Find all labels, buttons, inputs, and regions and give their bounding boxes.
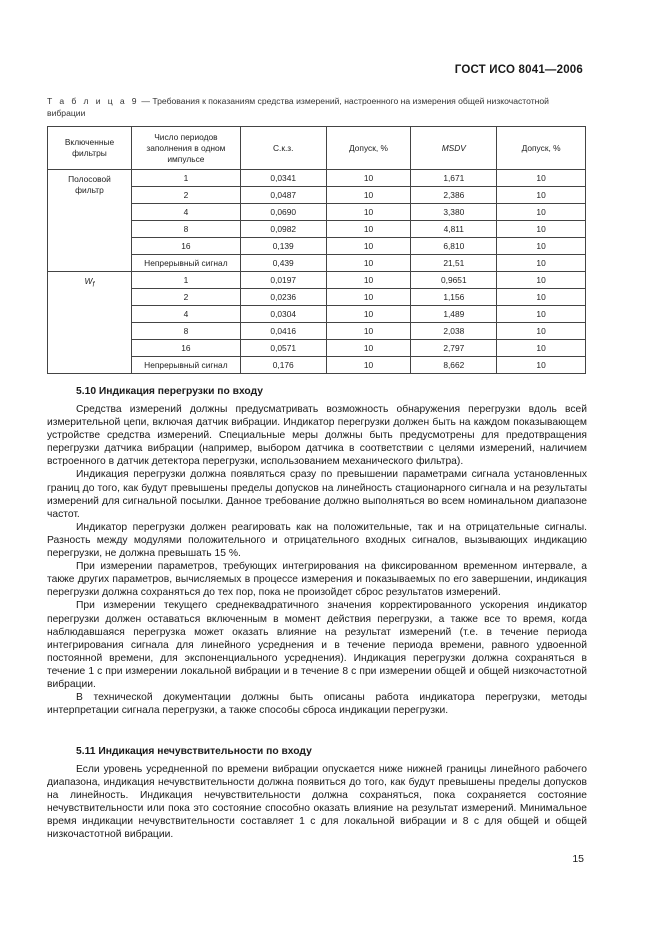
cell-msdv: 6,810 [411, 238, 497, 255]
cell-tolerance: 10 [497, 272, 586, 289]
cell-rms: 0,0341 [240, 170, 326, 187]
cell-tolerance: 10 [497, 255, 586, 272]
msdv-label: MSDV [441, 142, 466, 153]
cell-rms: 0,139 [240, 238, 326, 255]
cell-msdv: 3,380 [411, 204, 497, 221]
cell-tolerance: 10 [497, 204, 586, 221]
cell-tolerance: 10 [497, 357, 586, 374]
cell-tolerance: 10 [497, 170, 586, 187]
cell-msdv: 2,797 [411, 340, 497, 357]
cell-tolerance: 10 [326, 255, 411, 272]
cell-tolerance: 10 [326, 170, 411, 187]
table-row [48, 272, 586, 289]
table-caption-label: Т а б л и ц а 9 [47, 96, 139, 106]
cell-periods: 4 [131, 204, 240, 221]
section-title: 5.10 Индикация перегрузки по входу [76, 386, 263, 397]
cell-tolerance: 10 [326, 340, 411, 357]
table-header-row [48, 127, 586, 170]
cell-msdv: 1,156 [411, 289, 497, 306]
cell-tolerance: 10 [497, 306, 586, 323]
cell-periods: 1 [131, 170, 240, 187]
cell-msdv: 0,9651 [411, 272, 497, 289]
paragraph: При измерении параметров, требующих интегрирования на фиксированном временном интервале, а также других параметров, вычисляемых в процессе измерения и показываемых по его завершении, индикация перегрузки должна сохраняться до тех пор, пока не произойдет сброс результатов измерений. [47, 561, 587, 599]
cell-msdv: 1,671 [411, 170, 497, 187]
cell-periods: 8 [131, 323, 240, 340]
cell-periods: Непрерывный сигнал [131, 255, 240, 272]
cell-tolerance: 10 [326, 306, 411, 323]
cell-rms: 0,176 [240, 357, 326, 374]
paragraph: Индикатор перегрузки должен реагировать как на положительные, так и на отрицательные сигналы. Разность между модулями положительного и отрицательного входных сигналов, вызывающих индикацию перегрузки, не должна превышать 15 %. [47, 521, 587, 560]
cell-periods: 2 [131, 289, 240, 306]
cell-tolerance: 10 [326, 221, 411, 238]
page-number: 15 [572, 853, 584, 865]
cell-tolerance: 10 [497, 323, 586, 340]
cell-tolerance: 10 [497, 340, 586, 357]
cell-tolerance: 10 [326, 323, 411, 340]
cell-tolerance: 10 [497, 187, 586, 204]
cell-tolerance: 10 [326, 238, 411, 255]
cell-rms: 0,0304 [240, 306, 326, 323]
paragraph: При измерении текущего среднеквадратичного значения корректированного ускорения индикатор перегрузки должен оставаться включенным в момент действия перегрузки, а также все то время, когда наблюдавшаяся перегрузка может оказать влияние на результат измерений (т.е. в течение периода интегрирования сигнала для линейного усреднения и в течение периода времени, равного удвоенной постоянной времени, для экспоненциального усреднения). Индикация перегрузки должна сохраняться в течение 1 с при измерении локальной вибрации и в течение 8 с при измерении общей и общей низкочастотной вибрации. [47, 600, 587, 690]
cell-tolerance: 10 [326, 187, 411, 204]
cell-msdv: 1,489 [411, 306, 497, 323]
paragraph: Если уровень усредненной по времени вибрации опускается ниже нижней границы линейного рабочего диапазона, индикация нечувствительности должна появиться до того, как будут превышены пределы допусков на линейность. Индикация нечувствительности должна сохраняться, пока сохраняется состояние нечувствительности или пока это состояние способно оказать влияние на результат измерений. Минимальное время индикации нечувствительности составляет 1 с для локальной вибрации и 8 с для общей и общей низкочастотной вибрации. [47, 764, 587, 841]
cell-rms: 0,0236 [240, 289, 326, 306]
table-row [48, 170, 586, 187]
cell-tolerance: 10 [326, 204, 411, 221]
cell-rms: 0,0197 [240, 272, 326, 289]
cell-periods: 4 [131, 306, 240, 323]
filter-cell-bandpass: Полосовой фильтр [48, 170, 132, 272]
paragraph: Индикация перегрузки должна появляться сразу по превышении параметрами сигнала установленных границ до того, как будут превышены пределы допусков на линейность стационарного сигнала и на результаты измерений для сигнальной посылки. Данное требование должно выполняться во всем номинальном диапазоне частот. [47, 469, 587, 520]
paragraph: В технической документации должны быть описаны работа индикатора перегрузки, методы интерпретации сигнала перегрузки, а также способы сброса индикации перегрузки. [47, 692, 587, 717]
cell-tolerance: 10 [497, 238, 586, 255]
cell-rms: 0,0416 [240, 323, 326, 340]
standard-header: ГОСТ ИСО 8041—2006 [454, 64, 583, 76]
cell-rms: 0,0571 [240, 340, 326, 357]
cell-tolerance: 10 [497, 289, 586, 306]
col-header-periods: Число периодов заполнения в одном импульсе [131, 127, 240, 170]
table-caption-text: — Требования к показаниям средства измерений, настроенного на измерения общей низкочастотной вибрации [47, 96, 549, 118]
cell-msdv: 4,811 [411, 221, 497, 238]
cell-periods: 1 [131, 272, 240, 289]
cell-rms: 0,0690 [240, 204, 326, 221]
col-header-filters: Включенные фильтры [48, 127, 132, 170]
cell-periods: 2 [131, 187, 240, 204]
col-header-rms: С.к.з. [240, 127, 326, 170]
col-header-tolerance-1: Допуск, % [326, 127, 411, 170]
section-5-10 [47, 385, 587, 717]
cell-periods: 8 [131, 221, 240, 238]
paragraph: Средства измерений должны предусматривать возможность обнаружения перегрузки вдоль всей измерительной цепи, включая датчик вибрации. Индикатор перегрузки должен быть на каждом показывающем устройстве средства измерений. Специальные меры должны быть предусмотрены для предотвращения перегрузки датчика вибрации (например, выбором датчика в соответствии с целями измерений, наличием встроенного в датчик детектора перегрузки, использованием механического фильтра). [47, 404, 587, 468]
cell-tolerance: 10 [326, 272, 411, 289]
filter-cell-wf [48, 272, 132, 374]
cell-periods: Непрерывный сигнал [131, 357, 240, 374]
cell-rms: 0,439 [240, 255, 326, 272]
cell-msdv: 21,51 [411, 255, 497, 272]
table-9 [47, 126, 586, 374]
col-header-tolerance-2: Допуск, % [497, 127, 586, 170]
section-5-11 [47, 745, 587, 842]
cell-msdv: 8,662 [411, 357, 497, 374]
cell-rms: 0,0487 [240, 187, 326, 204]
cell-rms: 0,0982 [240, 221, 326, 238]
cell-tolerance: 10 [326, 357, 411, 374]
section-title: 5.11 Индикация нечувствительности по входу [76, 746, 312, 757]
cell-msdv: 2,038 [411, 323, 497, 340]
col-header-msdv [411, 127, 497, 170]
cell-periods: 16 [131, 340, 240, 357]
cell-tolerance: 10 [326, 289, 411, 306]
filter-wf-symbol: W [84, 276, 93, 286]
cell-tolerance: 10 [497, 221, 586, 238]
table-caption [47, 95, 587, 119]
filter-wf-subscript: f [92, 281, 95, 289]
cell-msdv: 2,386 [411, 187, 497, 204]
cell-periods: 16 [131, 238, 240, 255]
